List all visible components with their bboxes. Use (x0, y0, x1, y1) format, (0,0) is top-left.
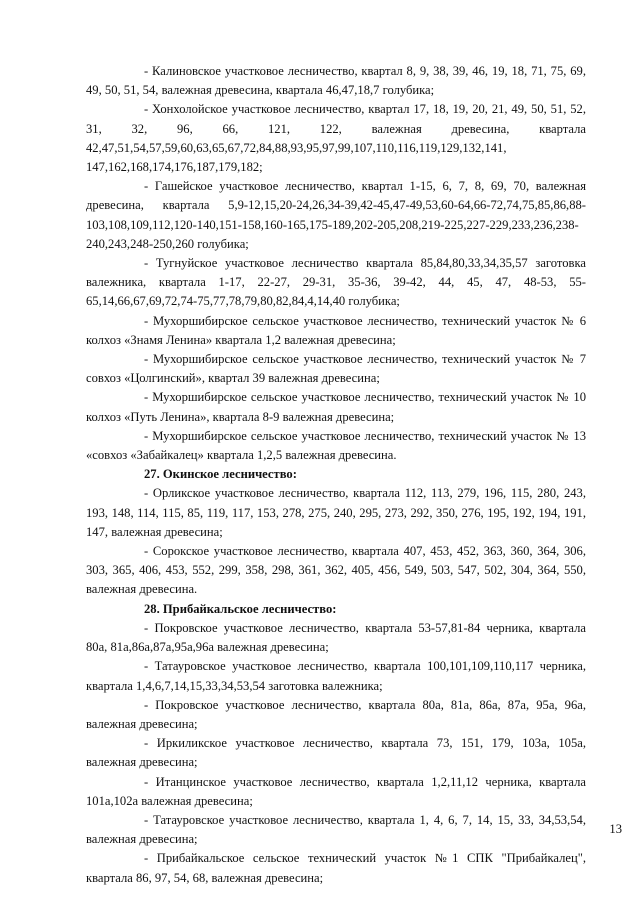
list-item: - Калиновское участковое лесничество, квартал 8, 9, 38, 39, 46, 19, 18, 71, 75, 69, 49, 50, 51, 54, валежная древесина, квартала 46,47,18,7 голубика; (86, 64, 586, 98)
list-item: - Иркиликское участковое лесничество, квартала 73, 151, 179, 103а, 105а, валежная древесина; (86, 736, 586, 770)
list-item: - Тугнуйское участковое лесничество квартала 85,84,80,33,34,35,57 заготовка валежника, квартала 1-17, 22-27, 29-31, 35-36, 39-42, 44, 45, 47, 48-53, 55-65,14,66,67,69,72,74-75,77,78,79,80,82,84,4,14,40 голубика; (86, 256, 586, 309)
section-heading: 28. Прибайкальское лесничество: (144, 601, 337, 616)
document-body (86, 62, 586, 888)
page-number: 13 (609, 822, 622, 836)
list-item: - Покровское участковое лесничество, квартала 53-57,81-84 черника, квартала 80а, 81а,86а,87а,95а,96а валежная древесина; (86, 620, 586, 655)
list-item: - Орликское участковое лесничество, квартала 112, 113, 279, 196, 115, 280, 243, 193, 148, 114, 115, 85, 119, 117, 153, 278, 275, 240, 295, 273, 292, 350, 276, 195, 192, 194, 191, 147, валежная древесина; (86, 486, 586, 539)
list-item: - Сорокское участковое лесничество, квартала 407, 453, 452, 363, 360, 364, 306, 303, 365, 406, 453, 552, 299, 358, 298, 361, 362, 405, 456, 549, 503, 547, 502, 304, 364, 550, валежная древесина. (86, 544, 586, 597)
list-item: - Покровское участковое лесничество, квартала 80а, 81а, 86а, 87а, 95а, 96а, валежная древесина; (86, 697, 586, 731)
list-item: - Гашейское участковое лесничество, квартал 1-15, 6, 7, 8, 69, 70, валежная древесина, квартала 5,9-12,15,20-24,26,34-39,42-45,47-49,53,60-64,66-72,74,75,85,86,88-103,108,109,112,120-140,151-158,160-165,175-189,202-205,208,219-225,227-229,233,236,238-240,243,248-250,260 голубика; (86, 179, 586, 251)
list-item: - Татауровское участковое лесничество, квартала 100,101,109,110,117 черника, квартала 1,4,6,7,14,15,33,34,53,54 заготовка валежника; (86, 659, 586, 693)
list-item: - Мухоршибирское сельское участковое лесничество, технический участок № 13 «совхоз «Забайкалец» квартала 1,2,5 валежная древесина. (86, 428, 586, 463)
list-item: - Итанцинское участковое лесничество, квартала 1,2,11,12 черника, квартала 101а,102а валежная древесина; (86, 774, 586, 808)
list-item: - Татауровское участковое лесничество, квартала 1, 4, 6, 7, 14, 15, 33, 34,53,54, валежная древесина; (86, 812, 586, 847)
list-item: - Мухоршибирское сельское участковое лесничество, технический участок № 10 колхоз «Путь Ленина», квартала 8-9 валежная древесина; (86, 390, 586, 424)
list-item: - Прибайкальское сельское технический участок №1 СПК "Прибайкалец", квартала 86, 97, 54, 68, валежная древесина; (86, 851, 586, 885)
list-item: - Мухоршибирское сельское участковое лесничество, технический участок № 7 совхоз «Цолгинский», квартал 39 валежная древесина; (86, 352, 586, 386)
list-item: - Хонхолойское участковое лесничество, квартал 17, 18, 19, 20, 21, 49, 50, 51, 52, 31, 32, 96, 66, 121, 122, валежная древесина, квартала 42,47,51,54,57,59,60,63,65,67,72,84,88,93,95,97,99,107,110,116,119,129,132,141, 147,162,168,174,176,187,179,182; (86, 102, 586, 175)
list-item: - Мухоршибирское сельское участковое лесничество, технический участок № 6 колхоз «Знамя Ленина» квартала 1,2 валежная древесина; (86, 313, 586, 347)
section-heading: 27. Окинское лесничество: (144, 467, 297, 482)
